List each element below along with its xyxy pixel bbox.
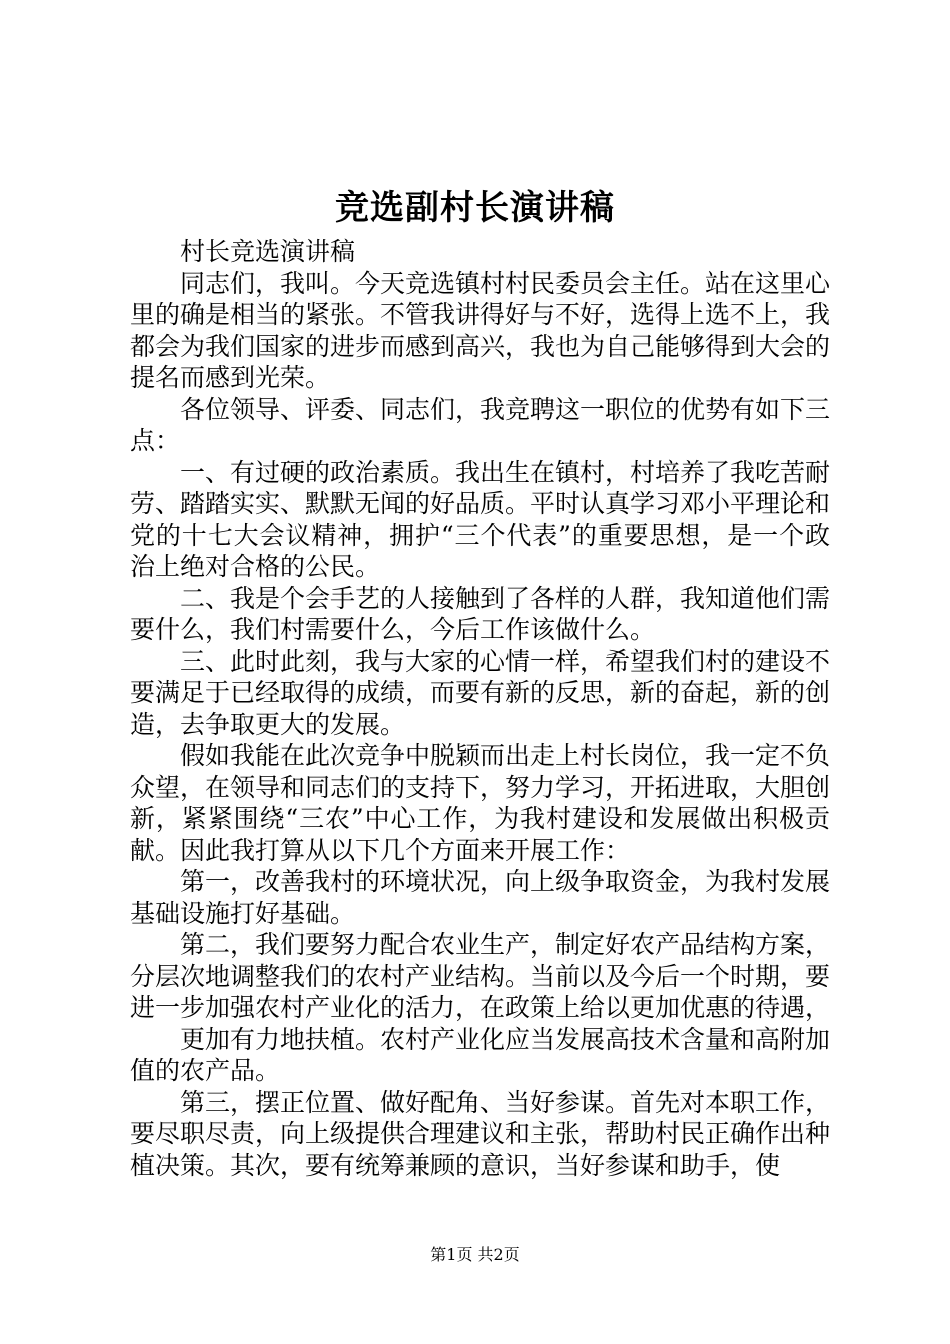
- page-number-footer: 第1页 共2页: [430, 1245, 520, 1264]
- paragraph: 二、我是个会手艺的人接触到了各样的人群，我知道他们需要什么，我们村需要什么，今后工作该做什么。: [130, 583, 831, 644]
- paragraph: 同志们，我叫。今天竞选镇村村民委员会主任。站在这里心里的确是相当的紧张。不管我讲得好与不好，选得上选不上，我都会为我们国家的进步而感到高兴，我也为自己能够得到大会的提名而感到光荣。: [130, 268, 831, 392]
- paragraph: 一、有过硬的政治素质。我出生在镇村，村培养了我吃苦耐劳、踏踏实实、默默无闻的好品质。平时认真学习邓小平理论和党的十七大会议精神，拥护“三个代表”的重要思想，是一个政治上绝对合格的公民。: [130, 457, 831, 581]
- paragraph: 第三，摆正位置、做好配角、当好参谋。首先对本职工作，要尽职尽责，向上级提供合理建议和主张，帮助村民正确作出种植决策。其次，要有统筹兼顾的意识，当好参谋和助手，使: [130, 1087, 831, 1180]
- paragraph: 各位领导、评委、同志们，我竞聘这一职位的优势有如下三点：: [130, 394, 831, 455]
- paragraph: 三、此时此刻，我与大家的心情一样，希望我们村的建设不要满足于已经取得的成绩，而要有新的反思，新的奋起，新的创造，去争取更大的发展。: [130, 646, 831, 739]
- document-body: [130, 236, 830, 1181]
- paragraph: 更加有力地扶植。农村产业化应当发展高技术含量和高附加值的农产品。: [130, 1024, 831, 1085]
- paragraph: 第二，我们要努力配合农业生产，制定好农产品结构方案，分层次地调整我们的农村产业结构。当前以及今后一个时期，要进一步加强农村产业化的活力，在政策上给以更加优惠的待遇，: [130, 930, 831, 1022]
- paragraph-subtitle: 村长竞选演讲稿: [180, 237, 356, 266]
- paragraph: 假如我能在此次竞争中脱颖而出走上村长岗位，我一定不负众望，在领导和同志们的支持下，努力学习，开拓进取，大胆创新，紧紧围绕“三农”中心工作，为我村建设和发展做出积极贡献。因此我打算从以下几个方面来开展工作：: [130, 741, 831, 865]
- paragraph: 第一，改善我村的环境状况，向上级争取资金，为我村发展基础设施打好基础。: [130, 867, 831, 928]
- document-title: 竞选副村长演讲稿: [335, 188, 615, 228]
